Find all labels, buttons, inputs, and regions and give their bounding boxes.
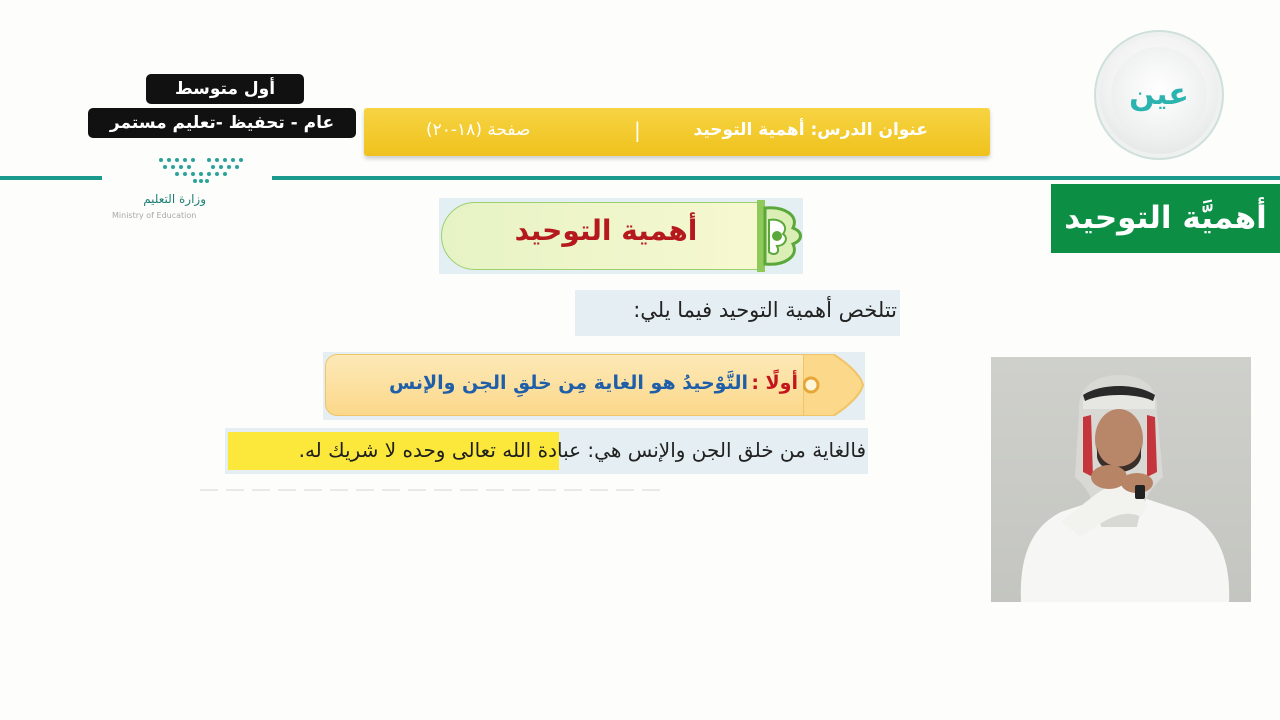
side-title: أهميَّة التوحيد bbox=[1051, 184, 1280, 253]
point-marker-icon bbox=[803, 354, 865, 416]
ornament-icon bbox=[741, 200, 805, 272]
ministry-name-en: Ministry of Education bbox=[112, 211, 197, 220]
interpreter-figure-icon bbox=[991, 357, 1251, 602]
lesson-pages: صفحة (١٨-٢٠) bbox=[426, 120, 531, 140]
sentence-start: فالغاية من خلق الجن والإنس هي: bbox=[581, 438, 866, 462]
point-label: أولًا : bbox=[751, 372, 798, 394]
lesson-title-bar bbox=[364, 108, 990, 156]
faint-divider bbox=[200, 489, 660, 491]
lesson-separator: | bbox=[634, 118, 641, 142]
teal-divider-right bbox=[272, 176, 1280, 180]
interpreter-video bbox=[991, 357, 1251, 602]
ministry-logo-icon bbox=[155, 154, 247, 186]
track-badge: عام - تحفيظ -تعليم مستمر bbox=[88, 108, 356, 138]
teal-divider-left bbox=[0, 176, 102, 180]
point-text: التَّوْحيدُ هو الغاية مِن خلقِ الجن والإنس bbox=[388, 372, 748, 394]
channel-logo bbox=[1100, 36, 1218, 154]
sentence bbox=[230, 438, 866, 462]
channel-logo-text: عين bbox=[1111, 47, 1207, 143]
grade-badge: أول متوسط bbox=[146, 74, 304, 104]
intro-text: تتلخص أهمية التوحيد فيما يلي: bbox=[633, 298, 897, 322]
content-header-title: أهمية التوحيد bbox=[514, 214, 698, 247]
lesson-title: عنوان الدرس: أهمية التوحيد bbox=[693, 120, 928, 140]
sentence-highlight: عبادة الله تعالى وحده لا شريك له. bbox=[298, 438, 582, 462]
ministry-name-ar: وزارة التعليم bbox=[143, 192, 206, 206]
